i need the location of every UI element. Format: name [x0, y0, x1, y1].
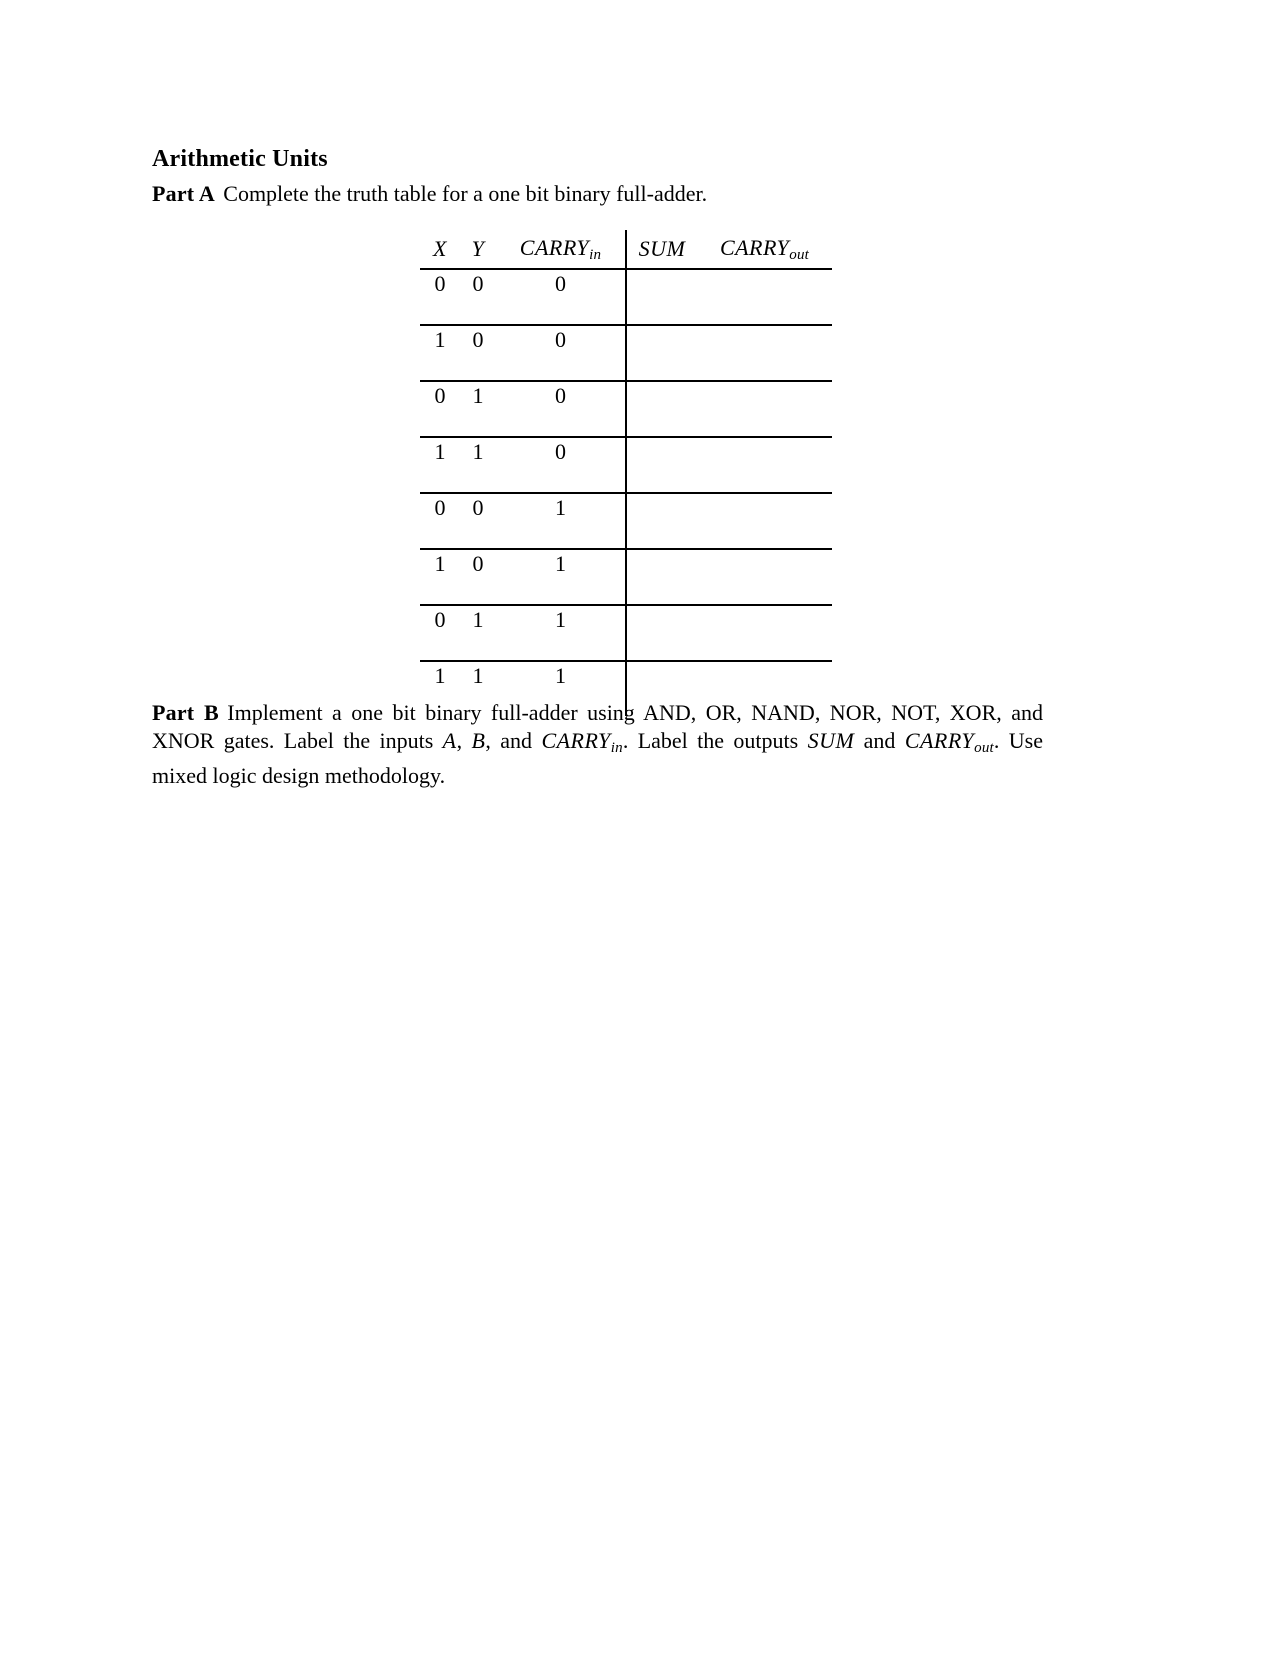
part-b-segment: B [471, 728, 486, 753]
input-cell: 0 [496, 437, 626, 493]
table-row [420, 493, 832, 549]
column-header-x [420, 230, 460, 269]
column-header-text: SUM [638, 236, 686, 261]
input-cell: 1 [496, 549, 626, 605]
input-cell: 0 [420, 493, 460, 549]
answer-cell [626, 493, 697, 549]
column-header-text: CARRY [519, 234, 590, 260]
part-b-segment: , and [485, 728, 542, 753]
input-cell: 0 [496, 269, 626, 325]
table-row [420, 437, 832, 493]
part-b-segment: . Label the outputs [622, 728, 808, 753]
part-b-segment: out [974, 740, 994, 756]
column-header-sum [626, 230, 697, 269]
part-b-segment: , [456, 728, 472, 753]
column-header-text: CARRY [719, 234, 790, 260]
full-adder-truth-table [420, 230, 832, 716]
column-header-y [460, 230, 496, 269]
answer-cell [626, 549, 697, 605]
part-b-segment: Implement a one bit binary full-adder using AND, OR, NAND, NOR, NOT, XOR, and XNOR gates. Label the inputs [152, 700, 1043, 753]
column-header-carryin [496, 230, 626, 269]
answer-cell [697, 269, 832, 325]
part-b-segment: A [442, 728, 457, 753]
part-b-label: Part B [152, 700, 219, 725]
truth-table-body [420, 269, 832, 716]
input-cell: 1 [496, 605, 626, 661]
table-row [420, 381, 832, 437]
input-cell: 1 [460, 605, 496, 661]
column-header-text: X [433, 236, 447, 261]
answer-cell [626, 437, 697, 493]
part-a-text: Complete the truth table for a one bit binary full-adder. [223, 181, 708, 206]
input-cell: 0 [460, 549, 496, 605]
input-cell: 1 [420, 549, 460, 605]
column-header-subscript: in [589, 246, 602, 263]
input-cell: 0 [460, 493, 496, 549]
part-b-segment: CARRY [904, 728, 975, 753]
table-row [420, 269, 832, 325]
part-b-text [152, 700, 1043, 788]
input-cell: 0 [420, 269, 460, 325]
input-cell: 1 [472, 663, 484, 688]
input-cell: 0 [460, 269, 496, 325]
part-b-segment: CARRY [541, 728, 611, 753]
input-cell: 0 [496, 325, 626, 381]
column-header-text: Y [471, 236, 485, 261]
input-cell: 0 [460, 325, 496, 381]
part-b-segment: SUM [807, 728, 855, 753]
input-cell: 1 [496, 493, 626, 549]
answer-cell [697, 493, 832, 549]
answer-cell [626, 325, 697, 381]
table-row [420, 605, 832, 661]
truth-table-header-row [420, 230, 832, 269]
input-cell: 0 [420, 605, 460, 661]
table-row [420, 549, 832, 605]
answer-cell [697, 437, 832, 493]
part-b-statement [152, 699, 1043, 790]
answer-cell [626, 269, 697, 325]
part-b-segment: and [854, 728, 905, 753]
part-a-statement [152, 180, 1052, 208]
answer-cell [697, 325, 832, 381]
input-cell: 1 [555, 663, 566, 688]
input-cell: 1 [420, 437, 460, 493]
input-cell: 1 [434, 663, 446, 688]
answer-cell [626, 381, 697, 437]
input-cell: 1 [460, 437, 496, 493]
input-cell: 1 [460, 381, 496, 437]
input-cell: 0 [496, 381, 626, 437]
table-row [420, 325, 832, 381]
answer-cell [697, 381, 832, 437]
column-header-subscript: out [789, 246, 810, 263]
input-cell: 1 [420, 325, 460, 381]
part-b-segment: . Use mixed logic design methodology. [152, 728, 1044, 788]
answer-cell [626, 605, 697, 661]
answer-cell [697, 605, 832, 661]
answer-cell [697, 549, 832, 605]
column-header-carryout [697, 230, 832, 269]
document-title: Arithmetic Units [152, 146, 328, 172]
part-a-label: Part A [152, 181, 215, 206]
part-b-segment: in [610, 740, 623, 756]
input-cell: 0 [420, 381, 460, 437]
